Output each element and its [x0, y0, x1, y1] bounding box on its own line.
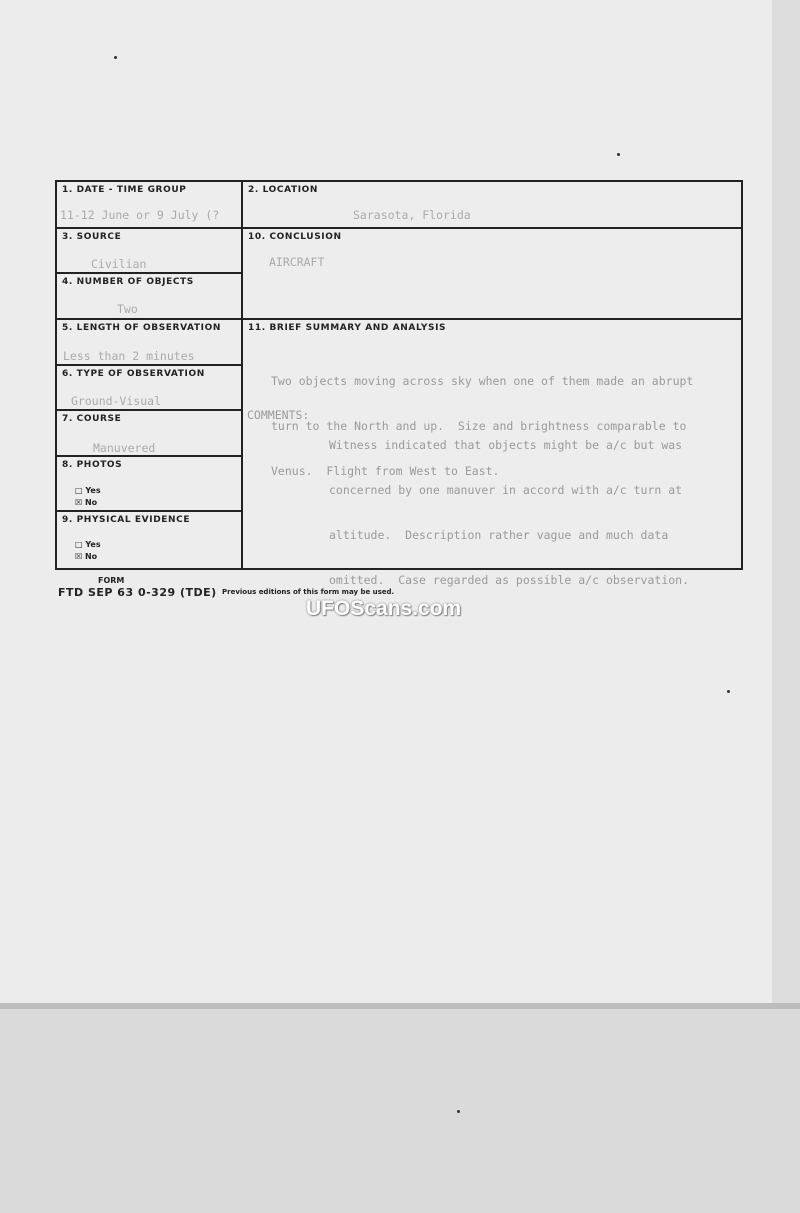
- conclusion-cell: [243, 229, 741, 320]
- conclusion-value: AIRCRAFT: [269, 255, 325, 269]
- comments-line: concerned by one manuver in accord with a/c turn at: [329, 483, 683, 497]
- physical-evidence-cell: [57, 512, 241, 570]
- form-left-column: [57, 182, 243, 568]
- type-label: 6. TYPE OF OBSERVATION: [62, 369, 205, 379]
- date-time-value: 11-12 June or 9 July (?: [60, 208, 220, 222]
- summary-cell: [243, 320, 741, 587]
- previous-editions-note: Previous editions of this form may be used.: [222, 588, 395, 596]
- type-cell: [57, 366, 241, 411]
- comments-line: Witness indicated that objects might be a/c but was: [329, 438, 683, 452]
- course-cell: [57, 411, 241, 457]
- scan-speck: [617, 153, 620, 156]
- summary-line: Two objects moving across sky when one of them made an abrupt: [271, 374, 694, 388]
- course-label: 7. COURSE: [62, 414, 122, 424]
- summary-label: 11. BRIEF SUMMARY AND ANALYSIS: [248, 323, 447, 333]
- location-cell: [243, 182, 741, 229]
- photos-label: 8. PHOTOS: [62, 460, 123, 470]
- summary-line: turn to the North and up. Size and brightness comparable to: [271, 419, 687, 433]
- physical-yes-option: □ Yes: [75, 540, 101, 549]
- objects-cell: [57, 274, 241, 320]
- physical-evidence-label: 9. PHYSICAL EVIDENCE: [62, 515, 191, 525]
- location-label: 2. LOCATION: [248, 185, 319, 195]
- source-label: 3. SOURCE: [62, 232, 122, 242]
- form-word: FORM: [98, 576, 125, 585]
- length-label: 5. LENGTH OF OBSERVATION: [62, 323, 221, 333]
- source-cell: [57, 229, 241, 274]
- scan-background: [0, 1003, 800, 1213]
- source-value: Civilian: [91, 257, 147, 271]
- comments-label: COMMENTS:: [247, 408, 310, 422]
- photos-yes-label: Yes: [85, 486, 101, 495]
- scan-speck: [457, 1110, 460, 1113]
- scan-edge: [772, 0, 800, 1003]
- date-time-label: 1. DATE - TIME GROUP: [62, 185, 187, 195]
- conclusion-label: 10. CONCLUSION: [248, 232, 342, 242]
- photos-yes-option: □ Yes: [75, 486, 101, 495]
- length-value: Less than 2 minutes: [63, 349, 195, 363]
- date-time-cell: [57, 182, 241, 229]
- type-value: Ground-Visual: [71, 394, 162, 408]
- comments-line: omitted. Case regarded as possible a/c observation.: [329, 573, 690, 587]
- watermark: UFOScans.com: [306, 597, 462, 620]
- physical-no-label: No: [84, 552, 98, 561]
- physical-no-option: ☒ No: [75, 552, 98, 561]
- course-value: Manuvered: [93, 441, 156, 455]
- photos-cell: [57, 457, 241, 512]
- scan-speck: [727, 690, 730, 693]
- form-id: FTD SEP 63 0-329 (TDE): [58, 586, 217, 599]
- physical-yes-label: Yes: [85, 540, 101, 549]
- comments-line: altitude. Description rather vague and much data: [329, 528, 669, 542]
- objects-label: 4. NUMBER OF OBJECTS: [62, 277, 194, 287]
- length-cell: [57, 320, 241, 366]
- photos-no-label: No: [84, 498, 98, 507]
- scan-speck: [114, 56, 117, 59]
- summary-line: Venus. Flight from West to East.: [271, 464, 500, 478]
- photos-no-option: ☒ No: [75, 498, 98, 507]
- objects-value: Two: [117, 302, 138, 316]
- location-value: Sarasota, Florida: [353, 208, 471, 222]
- comments-text: [329, 408, 689, 618]
